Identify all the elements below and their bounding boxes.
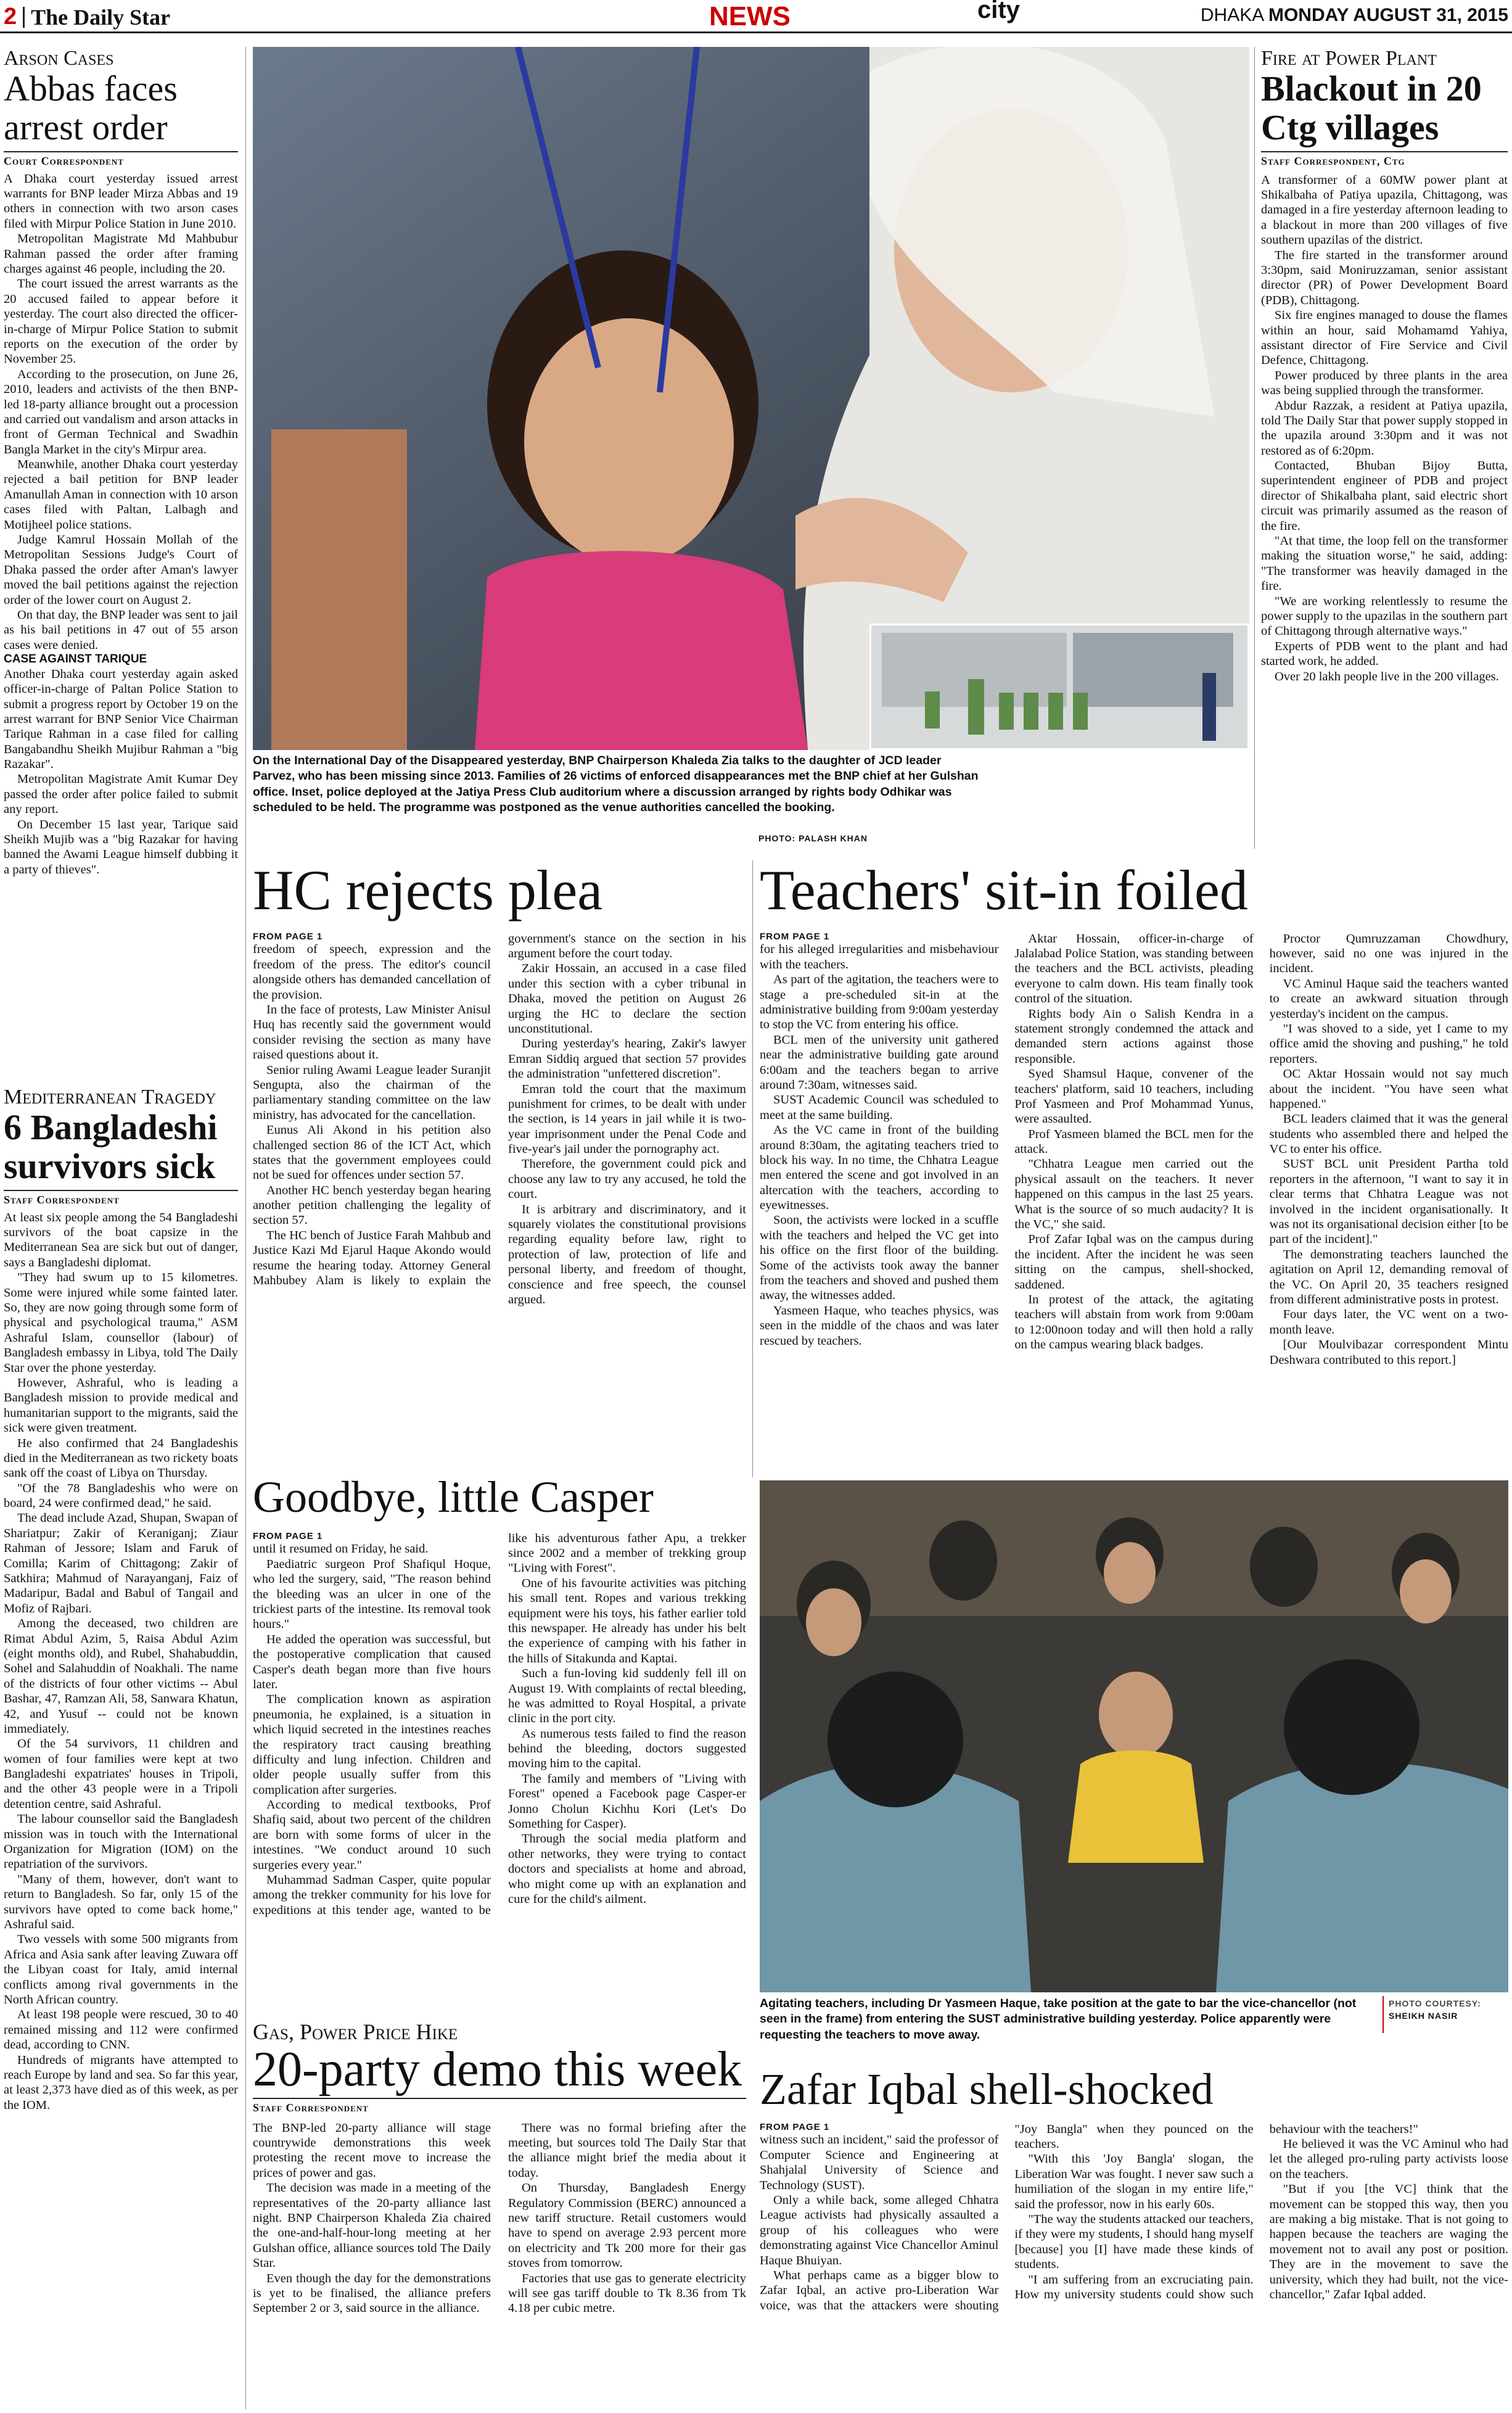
demo-byline: Staff Correspondent <box>253 2098 746 2114</box>
paragraph: "But if you [the VC] think that the movement can be stopped this way, then you are making a big mistake. That is not going to happen because the teachers are waging the movement not to avail any post or position. They are in the movement to save the university, which they had built, not the vice-chancellor," Zafar Iqbal added. <box>1269 2182 1508 2301</box>
top-photo-caption: On the International Day of the Disappeared yesterday, BNP Chairperson Khaleda Zia talks to the daughter of JCD leader Parvez, who has been missing since 2013. Families of 26 victims of enforced disappearances met the BNP chief at her Gulshan office. Inset, police deployed at the Jatiya Press Club auditorium where a discussion arranged by rights body Odhikar was scheduled to be held. The programme was postponed as the venue authorities cancelled the booking. <box>253 754 979 815</box>
paragraph: The dead include Azad, Shupan, Swapan of Shariatpur; Zakir of Keraniganj; Ziaur Rahman of Jessore; Islam and Faruk of Comilla; Karim of Chittagong; Zakir of Satkhira; Mahmud of Narayanganj, Faiz of Madaripur, Badal and Babul of Tangail and Mofiz of Rajbari. <box>4 1511 238 1615</box>
paragraph: SUST Academic Council was scheduled to meet at the same building. <box>760 1093 999 1122</box>
paragraph: On December 15 last year, Tarique said Sheikh Mujib was a "big Razakar for having banned the Awami League himself dubbing it a party of thieves". <box>4 817 238 877</box>
abbas-headline: Abbas faces arrest order <box>4 68 178 148</box>
paragraph: "With this 'Joy Bangla' slogan, the Liberation War was fought. I never saw such a humiliation of the slogan in my entire life," said the professor, now in his early 60s. <box>1014 2152 1254 2211</box>
paragraph: Through the social media platform and other networks, they were trying to contact doctors and specialists at home and abroad, who might come up with an explanation and cure for the child's ailment. <box>508 1832 746 1906</box>
paragraph: until it resumed on Friday, he said. <box>253 1542 429 1556</box>
teachers-story <box>760 860 1508 1474</box>
paragraph: witness such an incident," said the professor of Computer Science and Engineering at Shahjalal University of Science and Technology (SUST). <box>760 2133 999 2192</box>
sust-photo-block <box>760 1480 1508 2066</box>
paragraph: "Chhatra League men carried out the physical assault on the teachers. It never happened on this campus in the last 25 years. What is the source of so much audacity? It is the VC," she said. <box>1014 1157 1254 1232</box>
paragraph: Over 20 lakh people live in the 200 villages. <box>1275 669 1499 683</box>
paragraph: In the face of protests, Law Minister Anisul Huq has recently said the government would consider revising the section as many have raised questions about it. <box>253 1003 491 1062</box>
paragraph: Experts of PDB went to the plant and had started work, he added. <box>1261 639 1508 669</box>
column-rule <box>245 47 246 2409</box>
from-page: FROM PAGE 1 <box>253 1530 323 1541</box>
dateline <box>1201 5 1508 26</box>
abbas-kicker: Arson Cases <box>4 47 114 70</box>
paragraph: Another HC bench yesterday began hearing another petition challenging the legality of section 57. <box>253 1183 491 1227</box>
zafar-story <box>760 2066 1508 2409</box>
paragraph: BCL men of the university unit gathered near the administrative building gate around 6:00am and the teachers began to arrive around 7:30am, witnesses said. <box>760 1033 999 1092</box>
paragraph: BCL leaders claimed that it was the general students who assembled there and helped the VC to enter his office. <box>1269 1112 1508 1157</box>
paragraph: The fire started in the transformer around 3:30pm, said Moniruzzaman, senior assistant director (PR) of Power Development Board (PDB), Chittagong. <box>1261 248 1508 307</box>
teachers-headline: Teachers' sit-in foiled <box>760 860 1248 922</box>
paragraph: The labour counsellor said the Bangladesh mission was in touch with the International Organization for Migration (IOM) on the repatriation of the survivors. <box>4 1812 238 1871</box>
paragraph: At least 198 people were rescued, 30 to 40 remained missing and 112 were confirmed dead, according to CNN. <box>4 2008 238 2052</box>
paragraph: As part of the agitation, the teachers were to stage a pre-scheduled sit-in at the administrative building from 9:00am yesterday to stop the VC from entering his office. <box>760 973 999 1032</box>
blackout-headline: Blackout in 20 Ctg villages <box>1261 68 1482 148</box>
paragraph: Hundreds of migrants have attempted to reach Europe by land and sea. So far this year, at least 2,373 have died as of this week, as per the IOM. <box>4 2053 238 2112</box>
paragraph: Prof Zafar Iqbal was on the campus during the incident. After the incident he was seen sitting on the campus, shell-shocked, saddened. <box>1014 1232 1254 1292</box>
paragraph: There was no formal briefing after the meeting, but sources told The Daily Star that the alliance might brief the media about it today. <box>508 2121 746 2180</box>
paragraph: for his alleged irregularities and misbehaviour with the teachers. <box>760 943 999 971</box>
paragraph: At least six people among the 54 Bangladeshi survivors of the boat capsize in the Mediterranean Sea are sick but out of danger, says a Bangladeshi diplomat. <box>4 1210 238 1269</box>
paragraph: "At that time, the loop fell on the transformer making the situation worse," he said, adding: "The transformer was heavily damaged in the fire. <box>1261 534 1508 593</box>
paragraph: Emran told the court that the maximum punishment for crimes, to be dealt with under the section, is 14 years in jail while it is two-year imprisonment under the Penal Code and five-year's jail under the pornography act. <box>508 1082 746 1157</box>
paragraph: Of the 54 survivors, 11 children and women of four families were kept at two Bangladeshi expatriates' houses in Tripoli, and the other 43 people were in a Tripoli detention centre, said Ashraful. <box>4 1737 238 1811</box>
paragraph: Senior ruling Awami League leader Suranjit Sengupta, also the chairman of the parliamentary standing committee on the law ministry, has advocated for the cancellation. <box>253 1063 491 1122</box>
subhead: CASE AGAINST TARIQUE <box>4 653 147 666</box>
paragraph: The decision was made in a meeting of the representatives of the 20-party alliance last night. BNP Chairperson Khaleda Zia chaired the one-and-half-hour-long meeting at her Gulshan office, alliance sources told The Daily Star. <box>253 2181 491 2271</box>
page-number: 2 <box>4 4 17 30</box>
casper-body <box>253 1531 746 1918</box>
masthead <box>0 0 1512 33</box>
paragraph: According to medical textbooks, Prof Shafiq said, about two percent of the children are born with some forms of ulcer in the intestines. "We conduct around 10 such surgeries every year." <box>253 1798 491 1872</box>
paragraph: Two vessels with some 500 migrants from Africa and Asia sank after leaving Zuwara off the Libyan coast for Italy, amid internal conflicts among rival governments in the North African country. <box>4 1932 238 2007</box>
paragraph: As the VC came in front of the building around 8:30am, the agitating teachers tried to block his way. In no time, the Chhatra League men entered the scene and got involved in an altercation with the teachers, according to eyewitnesses. <box>760 1123 999 1213</box>
blackout-kicker: Fire at Power Plant <box>1261 47 1437 70</box>
paragraph: During yesterday's hearing, Zakir's lawyer Emran Siddiq argued that section 57 provides the administration "unfettered discretion". <box>508 1037 746 1081</box>
paper-name: The Daily Star <box>31 4 171 30</box>
paragraph: "Many of them, however, don't want to return to Bangladesh. So far, only 15 of the survivors have opted to come back home," Ashraful said. <box>4 1872 238 1931</box>
sust-credit-label: PHOTO COURTESY: <box>1389 1998 1481 2008</box>
paragraph: Four days later, the VC went on a two-month leave. <box>1269 1308 1508 1337</box>
from-page: FROM PAGE 1 <box>760 931 830 942</box>
paragraph: Zakir Hossain, an accused in a case filed under this section with a cyber tribunal in Dhaka, moved the petition on August 26 urging the HC to declare the section unconstitutional. <box>508 962 746 1036</box>
hc-headline: HC rejects plea <box>253 860 603 922</box>
survivors-body <box>4 1210 238 2113</box>
sust-credit-name: SHEIKH NASIR <box>1389 2011 1458 2021</box>
paragraph: What perhaps came as a bigger blow to Zafar Iqbal, an active pro-Liberation War voice, was that the attackers were shouting "Joy Bangla" when they pounced on the teachers. <box>760 2122 1254 2312</box>
dateline-date: MONDAY AUGUST 31, 2015 <box>1268 5 1508 25</box>
paragraph: He added the operation was successful, but the postoperative complication that caused Casper's death began more than five hours later. <box>253 1632 491 1691</box>
paragraph: Only a while back, some alleged Chhatra League activists had physically assaulted a group of his colleagues who were demonstrating against Vice Chancellor Aminul Haque Bhuiyan. <box>760 2193 999 2267</box>
column-rule <box>752 860 753 1477</box>
demo-kicker: Gas, Power Price Hike <box>253 2020 458 2044</box>
paragraph: A Dhaka court yesterday issued arrest warrants for BNP leader Mirza Abbas and 19 others in connection with two arson cases filed with Mirpur Police Station in June 2010. <box>4 171 238 231</box>
paragraph: "I was shoved to a side, yet I came to my office amid the shoving and pushing," he told reporters. <box>1269 1021 1508 1066</box>
paragraph: In protest of the attack, the agitating teachers will abstain from work from 9:00am to 12:00noon today and will then hold a rally on the campus wearing black badges. <box>1014 1292 1254 1352</box>
paragraph: The HC bench of Justice Farah Mahbub and Justice Kazi Md Ejarul Haque Akondo would resume the hearing today. Attorney General Mahbubey Alam is likely to explain the government's stance on the section in his argument before the court today. <box>253 931 746 1288</box>
paragraph: VC Aminul Haque said the teachers wanted to create an awkward situation through yesterday's incident on the campus. <box>1269 976 1508 1021</box>
paragraph: On that day, the BNP leader was sent to jail as his bail petitions in 47 out of 55 arson cases were denied. <box>4 608 238 652</box>
paragraph: Prof Yasmeen blamed the BCL men for the attack. <box>1014 1127 1254 1157</box>
blackout-byline: Staff Correspondent, Ctg <box>1261 151 1508 168</box>
paragraph: Paediatric surgeon Prof Shafiqul Hoque, who led the surgery, said, "The reason behind the bleeding was an ulcer in one of the trickiest parts of the intestine. Its removal took hours." <box>253 1557 491 1631</box>
paragraph: It is arbitrary and discriminatory, and it squarely violates the constitutional provisions regarding equality before law, right to protection of law, protection of life and personal liberty, and freedom of thought, conscience and free speech, the counsel argued. <box>508 1202 746 1306</box>
section-tag: city <box>977 0 1020 23</box>
abbas-byline: Court Correspondent <box>4 151 238 168</box>
paragraph: Rights body Ain o Salish Kendra in a statement strongly condemned the attack and demanded stern actions against those responsible. <box>1014 1007 1254 1066</box>
paragraph: Therefore, the government could pick and choose any law to try any accused, he told the court. <box>508 1157 746 1202</box>
paragraph: [Our Moulvibazar correspondent Mintu Deshwara contributed to this report.] <box>1269 1338 1508 1367</box>
paragraph: Judge Kamrul Hossain Mollah of the Metropolitan Sessions Judge's Court of Dhaka passed the order after Aman's lawyer moved the bail petitions against the rejection order of the lower court on August 2. <box>4 533 238 607</box>
demo-body <box>253 2121 746 2316</box>
abbas-story <box>4 47 238 1065</box>
top-photo-block <box>253 47 1249 849</box>
survivors-kicker: Mediterranean Tragedy <box>4 1086 216 1108</box>
paragraph: According to the prosecution, on June 26, 2010, leaders and activists of the then BNP-led 18-party alliance brought out a procession and carried out vandalism and arson attacks in front of German Technical and Swadhin Bangla Market in the city's Mirpur area. <box>4 367 238 456</box>
paragraph: One of his favourite activities was pitching his small tent. Ropes and various trekking equipment were his toys, his father earlier told this newspaper. He already has under his belt the experience of camping with his father in the hills of Sitakunda and Kaptai. <box>508 1576 746 1665</box>
paragraph: The court issued the arrest warrants as the 20 accused failed to appear before it yesterday. The court also directed the officer-in-charge of Mirpur Police Station to submit reports on the execution of the order by November 25. <box>4 277 238 366</box>
casper-headline: Goodbye, little Casper <box>253 1474 654 1522</box>
paragraph: Another Dhaka court yesterday again asked officer-in-charge of Paltan Police Station to submit a progress report by October 19 on the arrest warrant for BNP Senior Vice Chairman Tarique Rahman in a case filed for calling Bangabandhu Sheikh Mujibur Rahman a "big Razakar". <box>4 667 238 772</box>
paragraph: Aktar Hossain, officer-in-charge of Jalalabad Police Station, was standing between the teachers and the BCL activists, pleading everyone to calm down. His team finally took control of the situation. <box>1014 931 1254 1006</box>
survivors-byline: Staff Correspondent <box>4 1190 238 1206</box>
survivors-story <box>4 1086 238 2412</box>
paragraph: Factories that use gas to generate electricity will see gas tariff double to Tk 8.36 from Tk 4.18 per cubic metre. <box>508 2271 746 2316</box>
paragraph: Eunus Ali Akond in his petition also challenged section 86 of the ICT Act, which states that the government employees could not be sued for offences under section 57. <box>253 1123 491 1182</box>
paragraph: He believed it was the VC Aminul who had let the alleged pro-ruling party activists loose on the teachers. <box>1269 2137 1508 2181</box>
from-page: FROM PAGE 1 <box>760 2121 830 2132</box>
paragraph: "We are working relentlessly to resume the power supply to the upazilas in the southern part of Chittagong through alternative ways." <box>1261 594 1508 638</box>
paragraph: Among the deceased, two children are Rimat Abdul Azim, 5, Raisa Abdul Azim (eight months old), and Rubel, Shahabuddin, Sohel and Salahuddin of Noakhali. The name of the districts of four other victims -- Abul Bashar, 47, Ramzan Ali, 58, Sanwara Khatun, 42, and Yusuf -- could not be known immediately. <box>4 1617 238 1736</box>
sust-teachers-photo <box>760 1480 1508 1992</box>
paragraph: freedom of speech, expression and the freedom of the press. The editor's council alongside others has demanded cancellation of the provision. <box>253 943 491 1002</box>
paragraph: Yasmeen Haque, who teaches physics, was seen in the middle of the chaos and was later rescued by teachers. <box>760 1303 999 1348</box>
demo-headline: 20-party demo this week <box>253 2042 742 2097</box>
abbas-body <box>4 171 238 878</box>
casper-story <box>253 1474 746 2017</box>
paragraph: The family and members of "Living with Forest" opened a Facebook page Casper-er Jonno Cholun Kichhu Kori (Let's Do Something for Casper). <box>508 1772 746 1831</box>
paragraph: Power produced by three plants in the area was being supplied through the transformer. <box>1261 368 1508 398</box>
paragraph: The BNP-led 20-party alliance will stage countrywide demonstrations this week protesting the recent move to increase the prices of power and gas. <box>253 2121 491 2180</box>
paragraph: Muhammad Sadman Casper, quite popular among the trekker community for his love for expeditions at this tender age, wanted to be like his adventurous father Apu, a trekker since 2002 and a member of trekking group "Living with Forest". <box>253 1531 746 1917</box>
paragraph: On Thursday, Bangladesh Energy Regulatory Commission (BERC) announced a new tariff structure. Retail customers would have to spend on average 2.93 percent more on electricity and Tk 200 more for their gas stoves from tomorrow. <box>508 2181 746 2271</box>
paragraph: A transformer of a 60MW power plant at Shikalbaha of Patiya upazila, Chittagong, was damaged in a fire yesterday afternoon leading to a blackout in more than 200 villages of five southern upazilas of the district. <box>1261 173 1508 247</box>
column-rule <box>1254 47 1255 849</box>
top-photo-credit: PHOTO: PALASH KHAN <box>758 833 868 843</box>
zafar-body <box>760 2122 1508 2314</box>
blackout-story <box>1261 47 1508 849</box>
paragraph: He also confirmed that 24 Bangladeshis died in the Mediterranean as two rickety boats sank off the coast of Libya on Thursday. <box>4 1436 238 1480</box>
paragraph: The demonstrating teachers launched the agitation on April 12, demanding removal of the VC. On April 20, 35 teachers resigned from different administrative posts in protest. <box>1269 1247 1508 1306</box>
paragraph: Meanwhile, another Dhaka court yesterday rejected a bail petition for BNP leader Amanullah Aman in connection with 10 arson cases filed with Paltan, Lalbagh and Motijheel police stations. <box>4 458 238 532</box>
paragraph: "Of the 78 Bangladeshis who were on board, 24 were confirmed dead," he said. <box>4 1481 238 1511</box>
dateline-city: DHAKA <box>1200 5 1263 25</box>
paragraph: However, Ashraful, who is leading a Bangladesh mission to provide medical and humanitarian support to the migrants, said the sick were given treatment. <box>4 1376 238 1435</box>
section-name: NEWS <box>709 1 791 31</box>
paragraph: Contacted, Bhuban Bijoy Butta, superintendent engineer of PDB and project director of Shikalbaha plant, said electric short circuit was primarily assumed as the reason of the fire. <box>1261 459 1508 533</box>
paragraph: "They had swum up to 15 kilometres. Some were injured while some fainted later. So, they are now going through some form of physical and psychological trauma," ASM Ashraful Islam, counsellor (labour) of Bangladesh embassy in Libya, told The Daily Star over the phone yesterday. <box>4 1271 238 1375</box>
inset-police-photo <box>869 624 1249 750</box>
masthead-left <box>4 4 170 30</box>
blackout-body <box>1261 173 1508 684</box>
credit-divider <box>1383 1996 1384 2033</box>
paragraph: Such a fun-loving kid suddenly fell ill on August 19. With complaints of rectal bleeding, he was admitted to Royal Hospital, a private clinic in the port city. <box>508 1667 746 1726</box>
paragraph: Soon, the activists were locked in a scuffle with the teachers and helped the VC get into his office on the first floor of the building. Some of the activists took away the banner from the teachers and shoved and pushed them away, the witnesses added. <box>760 1213 999 1303</box>
paragraph: Metropolitan Magistrate Md Mahbubur Rahman passed the order after framing charges against 46 people, including the 20. <box>4 232 238 276</box>
paragraph: OC Aktar Hossain would not say much about the incident. "You have seen what happened." <box>1269 1067 1508 1111</box>
paragraph: Even though the day for the demonstrations is yet to be finalised, the alliance prefers September 2 or 3, said source in the alliance. <box>253 2271 491 2316</box>
teachers-body <box>760 931 1508 1367</box>
paragraph: Proctor Qumruzzaman Chowdhury, however, said no one was injured in the incident. <box>1269 931 1508 976</box>
paragraph: SUST BCL unit President Partha told reporters in the afternoon, "I want to say it in clear terms that Chhatra League was not involved in the incident organisationally. It was not its organisational decision either [to be part of the incident]." <box>1269 1157 1508 1247</box>
from-page: FROM PAGE 1 <box>253 931 323 942</box>
paragraph: Six fire engines managed to douse the flames within an hour, said Mohamamd Yahiya, assistant director of Fire Service and Civil Defence, Chittagong. <box>1261 308 1508 368</box>
survivors-headline: 6 Bangladeshi survivors sick <box>4 1107 218 1187</box>
paragraph: Metropolitan Magistrate Amit Kumar Dey passed the order after police failed to submit any report. <box>4 772 238 817</box>
paragraph: Abdur Razzak, a resident at Patiya upazila, told The Daily Star that power supply stopped in the upazila around 3:30pm and it was not restored as of 6:20pm. <box>1261 398 1508 458</box>
paragraph: "The way the students attacked our teachers, if they were my students, I should hang myself [because] you [I] have made these kinds of students. <box>1014 2212 1254 2272</box>
divider <box>23 7 25 28</box>
demo-story <box>253 2020 746 2410</box>
hc-body <box>253 931 746 1308</box>
hc-story <box>253 860 746 1477</box>
zafar-headline: Zafar Iqbal shell-shocked <box>760 2066 1214 2114</box>
paragraph: "I am suffering from an excruciating pain. How my university students could show such behaviour with the teachers!" <box>1014 2122 1418 2301</box>
paragraph: The complication known as aspiration pneumonia, he explained, is a situation in which liquid secreted in the intestines reaches the respiratory tract causing breathing difficulty and lung infection. Children and older people usually suffer from this complication after surgeries. <box>253 1693 491 1797</box>
paragraph: As numerous tests failed to find the reason behind the bleeding, doctors suggested moving him to the capital. <box>508 1726 746 1771</box>
paragraph: Syed Shamsul Haque, convener of the teachers' platform, said 10 teachers, including Prof Yasmeen and Prof Mohammad Yunus, were assaulted. <box>1014 1067 1254 1126</box>
sust-photo-caption: Agitating teachers, including Dr Yasmeen Haque, take position at the gate to bar the vice-chancellor (not seen in the frame) from entering the SUST administrative building yesterday. Police apparently were requesting the teachers to move away. <box>760 1997 1357 2042</box>
